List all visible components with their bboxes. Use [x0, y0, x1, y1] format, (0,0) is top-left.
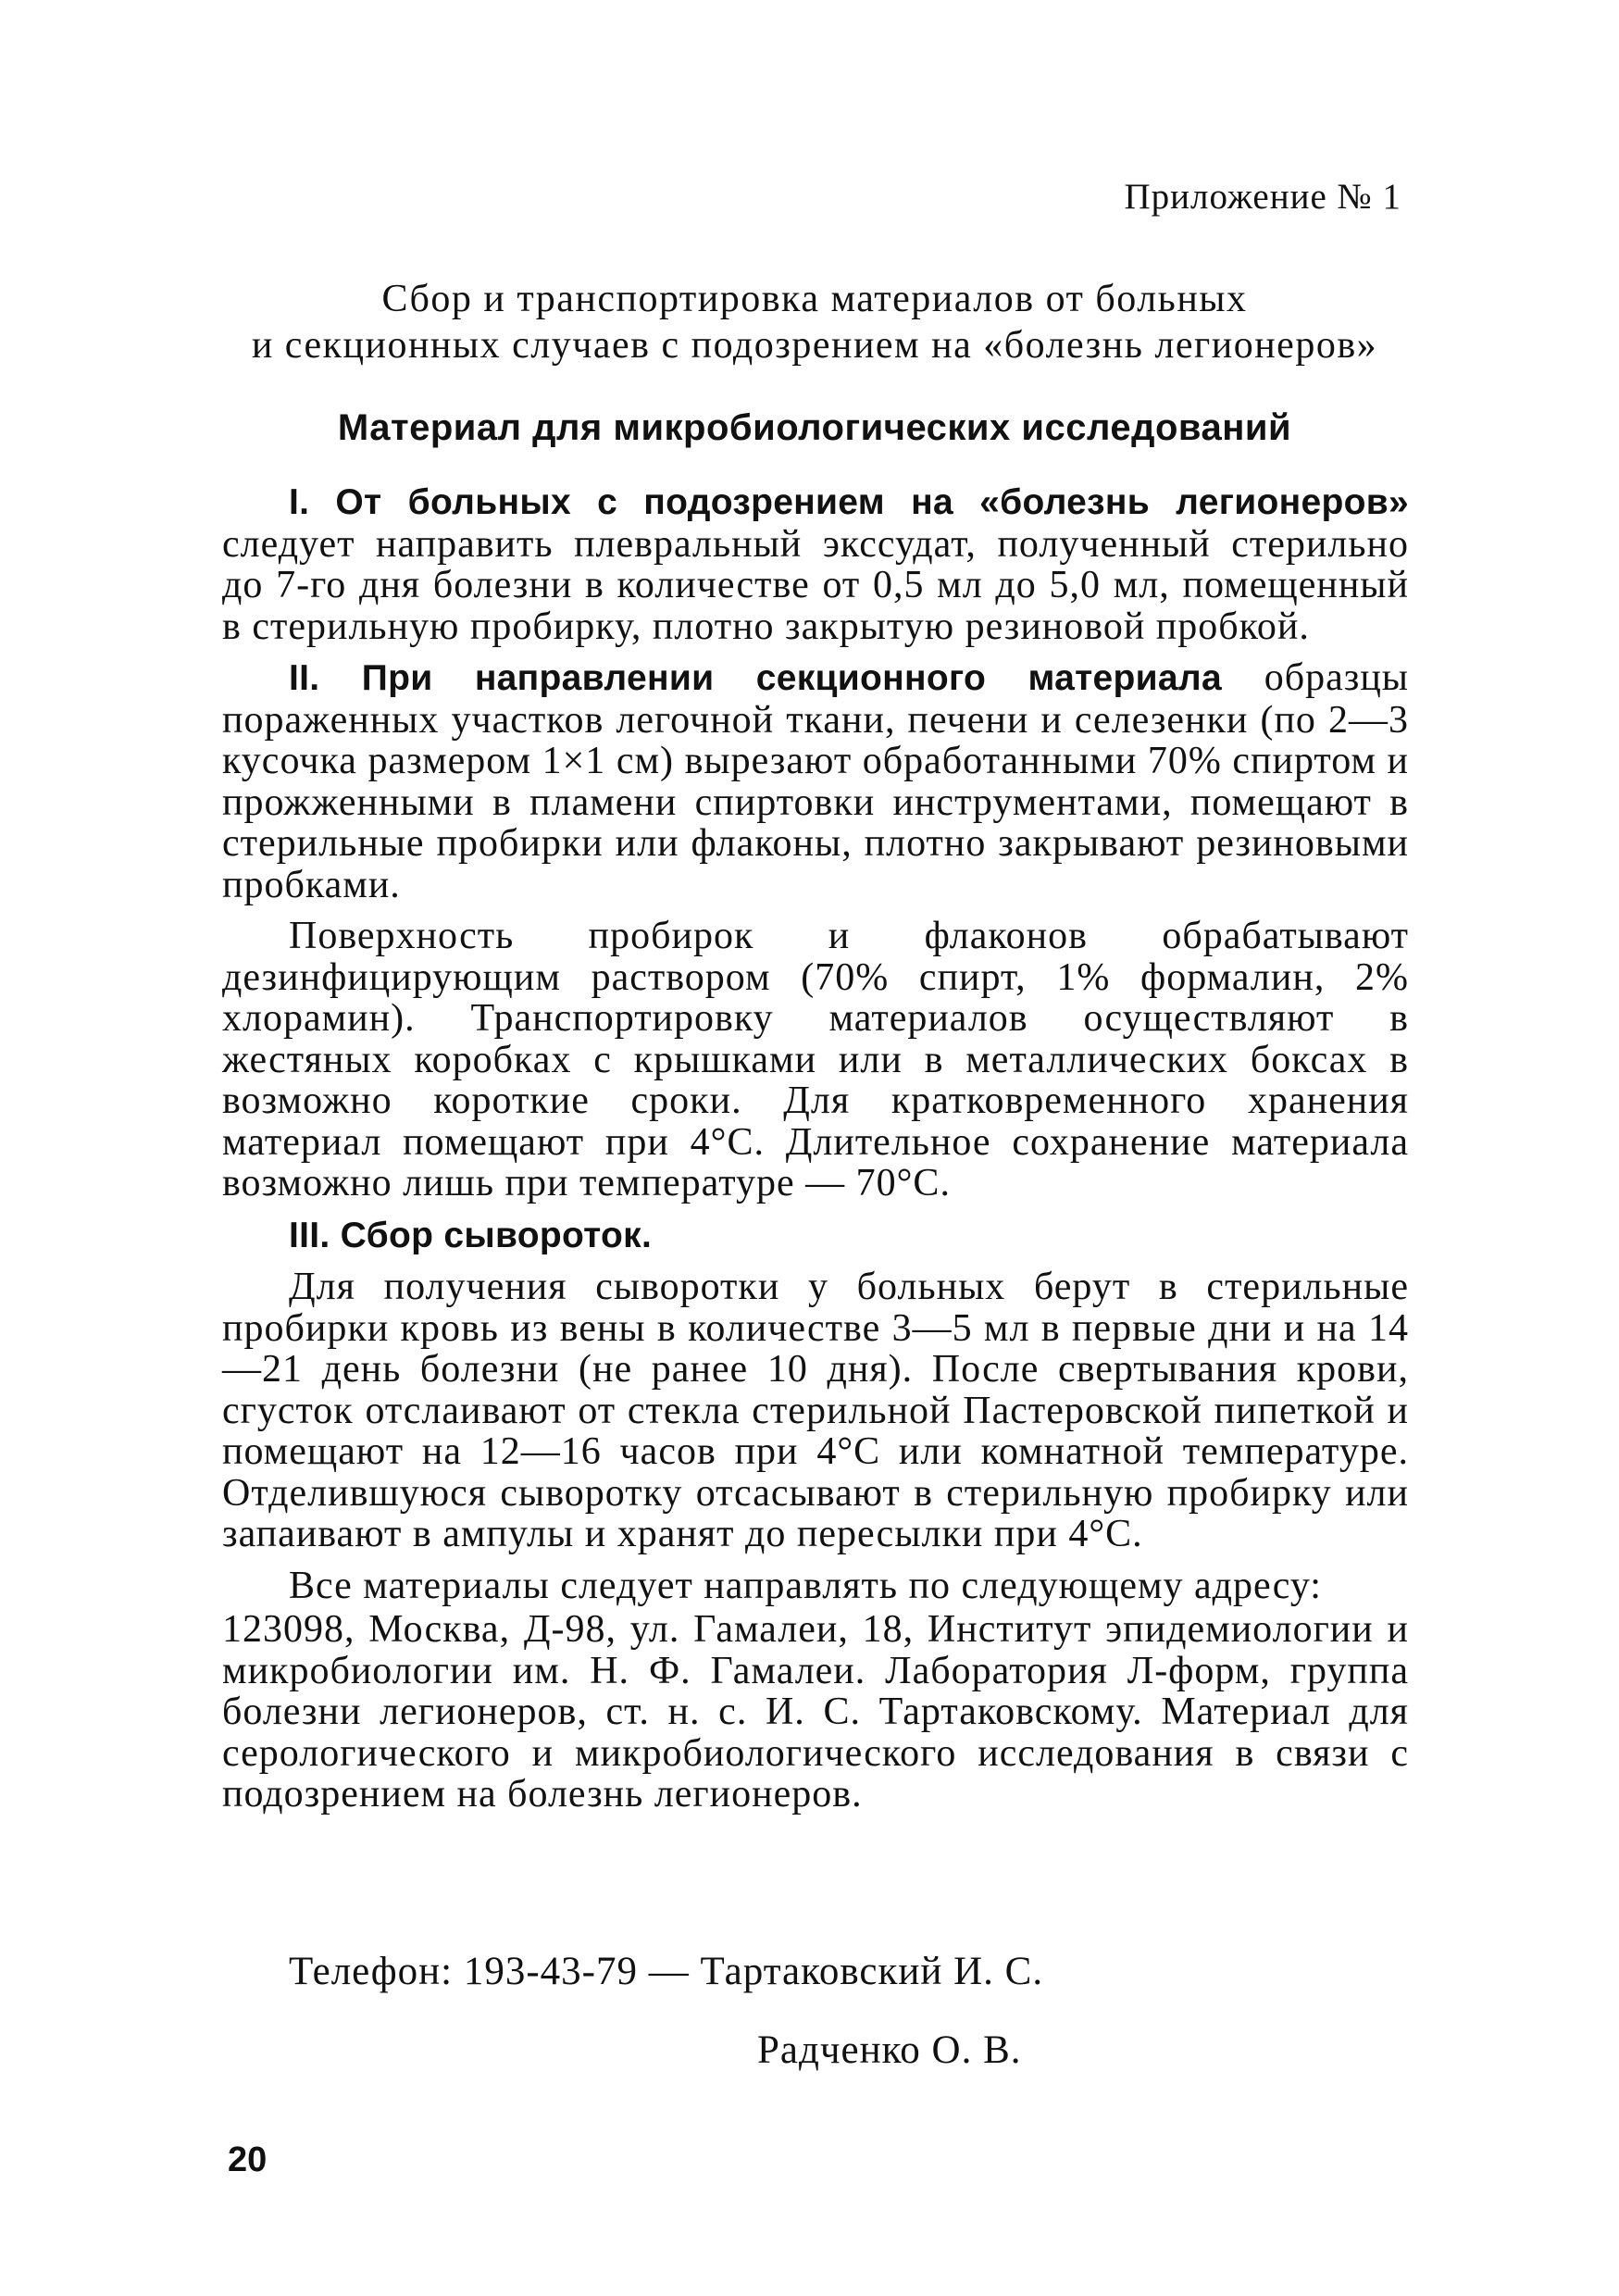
phone-line: Телефон: 193-43-79 — Тартаковский И. С.: [289, 1950, 1044, 1993]
section-2-lead: II. При направлении секционного материала: [289, 658, 1222, 698]
section-1-text: следует направить плевральный экссудат, полученный стерильно до 7-го дня болезни в количестве от 0,5 мл до 5,0 мл, помещенный в стерильную пробирку, плотно закрытую резиновой пробкой.: [222, 522, 1409, 648]
title-line-2: и секционных случаев с подозрением на «болезнь легионеров»: [251, 324, 1378, 367]
document-title: [222, 276, 1407, 368]
section-1-paragraph: [222, 481, 1409, 647]
title-line-1: Сбор и транспортировка материалов от больных: [381, 278, 1248, 320]
section-2-paragraph: [222, 657, 1409, 905]
address-text: 123098, Москва, Д-98, ул. Гамалеи, 18, Институт эпидемиологии и микробиологии им. Н. Ф. Гамалеи. Лаборатория Л-форм, группа болезни легионеров, ст. н. с. И. С. Тартаковскому. Материал для серологического и микробиологического исследования в связи с подозрением на болезнь легионеров.: [222, 1608, 1409, 1816]
appendix-label: Приложение № 1: [1124, 177, 1401, 217]
section-2-text: образцы пораженных участков легочной ткани, печени и селезенки (по 2—3 кусочка размером 1×1 см) вырезают обработанными 70% спиртом и прожженными в пламени спиртовки инструментами, помещают в стерильные пробирки или флаконы, плотно закрывают резиновыми пробками.: [222, 656, 1410, 906]
section-1-lead: I. От больных с подозрением на «болезнь легионеров»: [289, 482, 1409, 522]
section-3-text: Для получения сыворотки у больных берут в стерильные пробирки кровь из вены в количестве 3—5 мл в первые дни и на 14—21 день болезни (не ранее 10 дня). После свертывания крови, сгусток отслаивают от стекла стерильной Пастеровской пипеткой и помещают на 12—16 часов при 4°С или комнатной температуре. Отделившуюся сыворотку отсасывают в стерильную пробирку или запаивают в ампулы и хранят до пересылки при 4°С.: [222, 1266, 1409, 1555]
second-contact-name: Радченко О. В.: [757, 2028, 1022, 2072]
page-number: 20: [228, 2140, 268, 2179]
section-3-heading-paragraph: [222, 1215, 1409, 1257]
section-3-lead: III. Сбор сывороток.: [289, 1215, 653, 1255]
address-intro: Все материалы следует направлять по следующему адресу:: [289, 1564, 1322, 1607]
section-heading: Материал для микробиологических исследований: [337, 407, 1292, 448]
document-body: [222, 481, 1409, 1826]
section-2-paragraph-2: Поверхность пробирок и флаконов обрабатывают дезинфицирующим раствором (70% спирт, 1% формалин, 2% хлорамин). Транспортировку материалов осуществляют в жестяных коробках с крышками или в металлических боксах в возможно короткие сроки. Для кратковременного хранения материал помещают при 4°С. Длительное сохранение материала возможно лишь при температуре — 70°С.: [222, 915, 1409, 1204]
